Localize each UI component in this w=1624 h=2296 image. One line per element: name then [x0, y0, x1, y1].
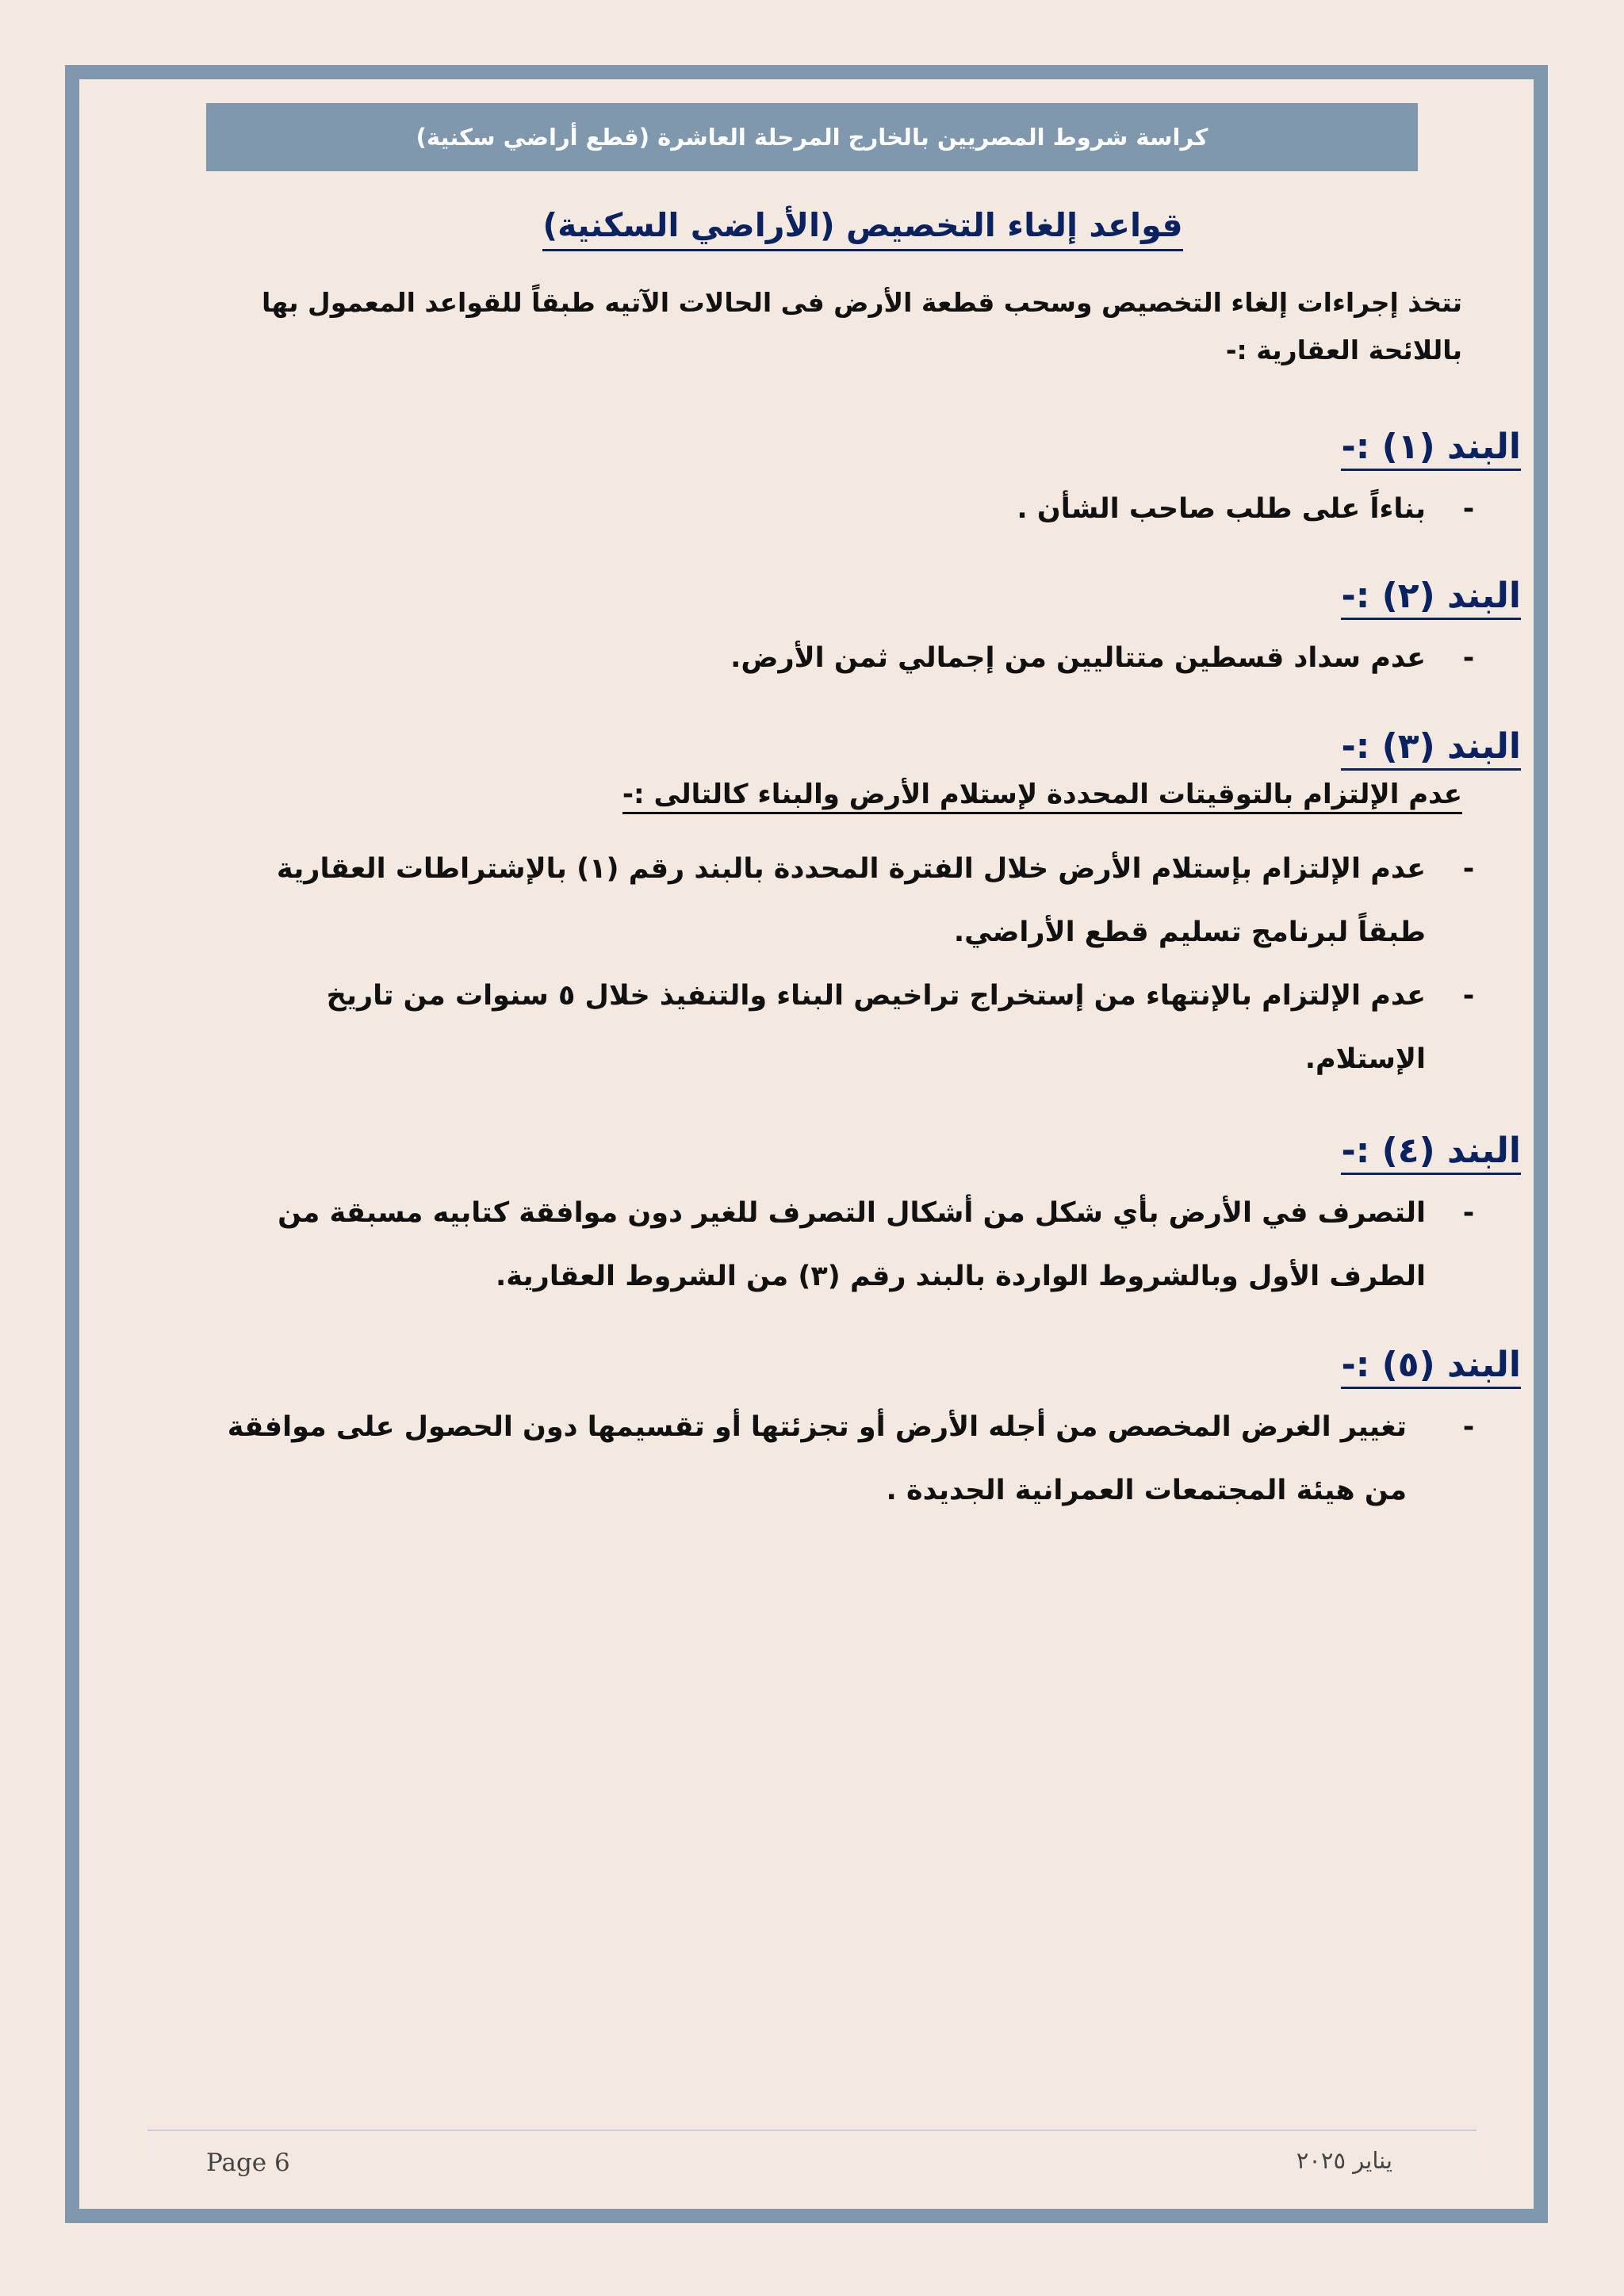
clause-subheading: عدم الإلتزام بالتوقيتات المحددة لإستلام الأرض والبناء كالتالى :-: [205, 772, 1462, 817]
clause-5: [205, 1340, 1521, 1522]
list-item: - بناءاً على طلب صاحب الشأن .: [1017, 493, 1475, 525]
list-item: - تغيير الغرض المخصص من أجله الأرض أو تجزئتها أو تقسيمها دون الحصول على موافقة من هيئة المجتمعات العمرانية الجديدة .: [227, 1411, 1475, 1506]
intro-paragraph: تتخذ إجراءات إلغاء التخصيص وسحب قطعة الأرض فى الحالات الآتيه طبقاً للقواعد المعمول بها باللائحة العقارية :-: [262, 287, 1462, 365]
clause-heading: البند (١) :-: [205, 422, 1521, 473]
clause-3: [205, 721, 1521, 1091]
clause-4: [205, 1126, 1521, 1308]
footer-divider-right: [1475, 2131, 1477, 2179]
list-item: - عدم سداد قسطين متتاليين من إجمالي ثمن الأرض.: [730, 642, 1475, 674]
clause-heading: البند (٣) :-: [205, 721, 1521, 772]
clause-items: [205, 1181, 1521, 1308]
list-item: - عدم الإلتزام بإستلام الأرض خلال الفترة المحددة بالبند رقم (١) بالإشتراطات العقارية طبقاً لبرنامج تسليم قطع الأراضي.: [276, 853, 1475, 948]
document-title: قواعد إلغاء التخصيص (الأراضي السكنية): [205, 206, 1521, 266]
clause-1: [205, 422, 1521, 541]
document-body: [205, 190, 1521, 1522]
clause-heading: البند (٤) :-: [205, 1126, 1521, 1177]
footer-date: يناير ٢٠٢٥: [1296, 2147, 1392, 2174]
clause-2: [205, 571, 1521, 690]
clause-items: [205, 626, 1521, 690]
clause-items: [205, 477, 1521, 541]
clause-items: [205, 1395, 1521, 1522]
header-title: كراسة شروط المصريين بالخارج المرحلة العاشرة (قطع أراضي سكنية): [416, 124, 1208, 151]
header-banner: [206, 103, 1418, 171]
page-number: Page 6: [206, 2149, 290, 2177]
clause-items: [205, 837, 1521, 1091]
footer-divider-left: [147, 2131, 149, 2179]
list-item: - عدم الإلتزام بالإنتهاء من إستخراج تراخيص البناء والتنفيذ خلال ٥ سنوات من تاريخ الإستلام.: [326, 980, 1475, 1075]
footer-divider: [147, 2130, 1477, 2131]
clause-heading: البند (٢) :-: [205, 571, 1521, 622]
clause-heading: البند (٥) :-: [205, 1340, 1521, 1391]
list-item: - التصرف في الأرض بأي شكل من أشكال التصرف للغير دون موافقة كتابيه مسبقة من الطرف الأول وبالشروط الواردة بالبند رقم (٣) من الشروط العقارية.: [278, 1197, 1475, 1292]
